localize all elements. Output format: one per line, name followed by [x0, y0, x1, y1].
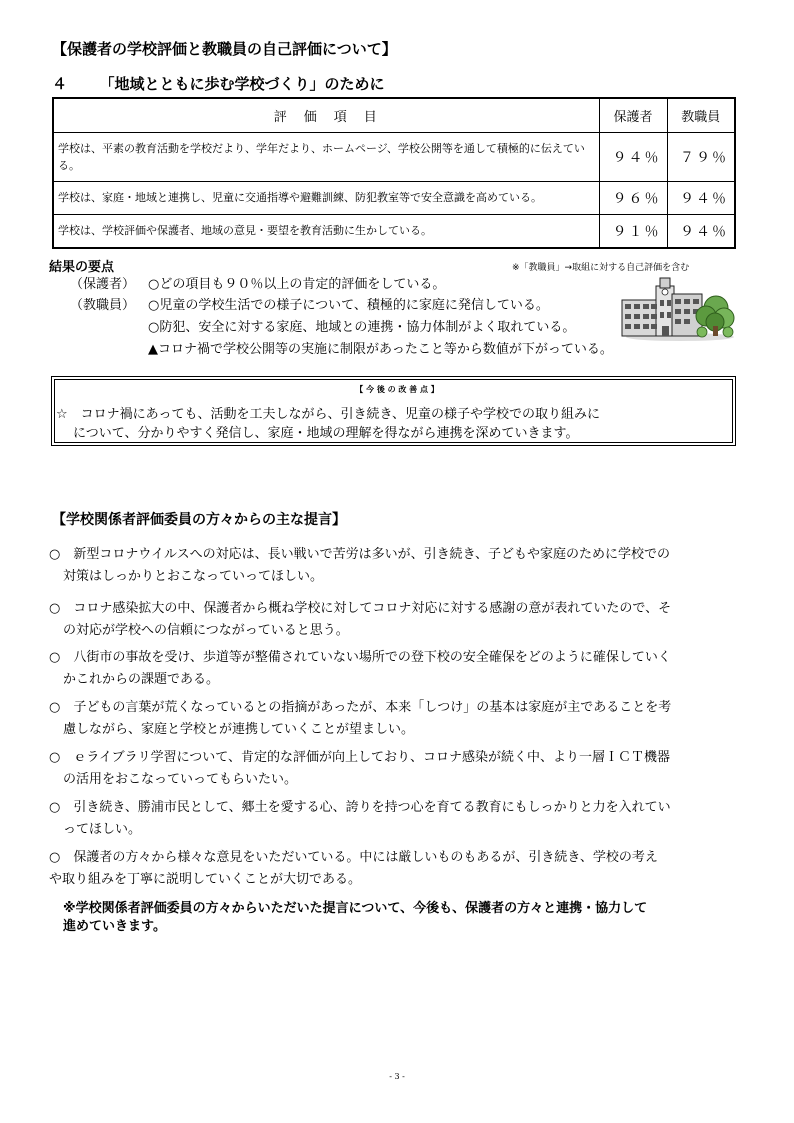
- header-staff: 教職員: [667, 98, 735, 132]
- proposal-item: [49, 646, 671, 687]
- page-number: - 3 -: [389, 1072, 405, 1081]
- results-line: ○防犯、安全に対する家庭、地域との連携・協力体制がよく取れている。: [148, 320, 576, 335]
- results-label-staff: （教職員）: [70, 298, 136, 313]
- header-item: 評 価 項 目: [53, 98, 599, 132]
- proposal-item: [49, 597, 671, 638]
- proposal-line-2: ってほしい。: [63, 822, 142, 837]
- proposal-line-2: や取り組みを丁寧に説明していくことが大切である。: [49, 872, 362, 887]
- header-parent: 保護者: [599, 98, 667, 132]
- subsection-title: 「地域とともに歩む学校づくり」のために: [99, 75, 385, 93]
- row-parent-pct: ９４％: [599, 132, 667, 181]
- results-line: ○どの項目も９０％以上の肯定的評価をしている。: [148, 277, 446, 292]
- proposal-item: [49, 796, 671, 837]
- proposal-line-2: の活用をおこなっていってもらいたい。: [63, 772, 298, 787]
- table-header-row: [53, 98, 735, 132]
- proposal-line-1: ○ 八街市の事故を受け、歩道等が整備されていない場所での登下校の安全確保をどのように確保していく: [49, 650, 671, 665]
- proposal-line-2: 慮しながら、家庭と学校とが連携していくことが望ましい。: [63, 722, 415, 737]
- subsection-number: ４: [52, 75, 68, 93]
- proposal-line-1: ○ ｅライブラリ学習について、肯定的な評価が向上しており、コロナ感染が続く中、より一層ＩＣＴ機器: [49, 750, 671, 765]
- results-note: ※「教職員」→取組に対する自己評価を含む: [512, 263, 690, 273]
- row-item: 学校は、平素の教育活動を学校だより、学年だより、ホームページ、学校公開等を通して積極的に伝えている。: [53, 132, 599, 181]
- row-staff-pct: ９４％: [667, 214, 735, 248]
- improvement-title: 【 今 後 の 改 善 点 】: [355, 385, 439, 394]
- proposal-item: [49, 696, 671, 737]
- proposal-line-2: の対応が学校への信頼につながっていると思う。: [63, 623, 349, 638]
- row-staff-pct: ９４％: [667, 181, 735, 214]
- proposal-line-2: 対策はしっかりとおこなっていってほしい。: [63, 569, 324, 584]
- section-title: 【保護者の学校評価と教職員の自己評価について】: [52, 40, 397, 58]
- proposal-line-1: ○ 新型コロナウイルスへの対応は、長い戦いで苦労は多いが、引き続き、子どもや家庭のために学校での: [49, 547, 671, 562]
- proposal-line-1: ○ 子どもの言葉が荒くなっているとの指摘があったが、本来「しつけ」の基本は家庭が主であることを考: [49, 700, 672, 715]
- proposal-item: [49, 746, 670, 787]
- proposal-line-2: かこれからの課題である。: [63, 672, 220, 687]
- row-staff-pct: ７９％: [667, 132, 735, 181]
- closing-line-2: 進めていきます。: [63, 919, 166, 934]
- row-parent-pct: ９６％: [599, 181, 667, 214]
- closing-line-1: ※学校関係者評価委員の方々からいただいた提言について、今後も、保護者の方々と連携・協力して: [63, 901, 648, 916]
- proposal-line-1: ○ 保護者の方々から様々な意見をいただいている。中には厳しいものもあるが、引き続き、学校の考え: [49, 850, 658, 865]
- proposal-line-1: ○ コロナ感染拡大の中、保護者から概ね学校に対してコロナ対応に対する感謝の意が表れていたので、そ: [49, 601, 672, 616]
- proposals-title: 【学校関係者評価委員の方々からの主な提言】: [52, 512, 346, 528]
- row-item: 学校は、学校評価や保護者、地域の意見・要望を教育活動に生かしている。: [53, 214, 599, 248]
- row-parent-pct: ９１％: [599, 214, 667, 248]
- proposal-item: [49, 846, 658, 887]
- table-row: [53, 132, 735, 181]
- improvement-line-2: について、分かりやすく発信し、家庭・地域の理解を得ながら連携を深めていきます。: [73, 426, 579, 441]
- evaluation-table: [52, 97, 736, 249]
- proposal-line-1: ○ 引き続き、勝浦市民として、郷土を愛する心、誇りを持つ心を育てる教育にもしっかりと力を入れてい: [49, 800, 671, 815]
- improvement-line-1: ☆ コロナ禍にあっても、活動を工夫しながら、引き続き、児童の様子や学校での取り組みに: [56, 407, 601, 422]
- results-heading: 結果の要点: [49, 260, 115, 275]
- results-line: ▲コロナ禍で学校公開等の実施に制限があったこと等から数値が下がっている。: [148, 342, 613, 357]
- results-line: ○児童の学校生活での様子について、積極的に家庭に発信している。: [148, 298, 549, 313]
- row-item: 学校は、家庭・地域と連携し、児童に交通指導や避難訓練、防犯教室等で安全意識を高めている。: [53, 181, 599, 214]
- school-building-illustration: [618, 276, 736, 342]
- results-label-parent: （保護者）: [70, 277, 136, 292]
- proposal-item: [49, 543, 670, 584]
- table-row: [53, 181, 735, 214]
- subsection-heading: [52, 73, 385, 94]
- table-row: [53, 214, 735, 248]
